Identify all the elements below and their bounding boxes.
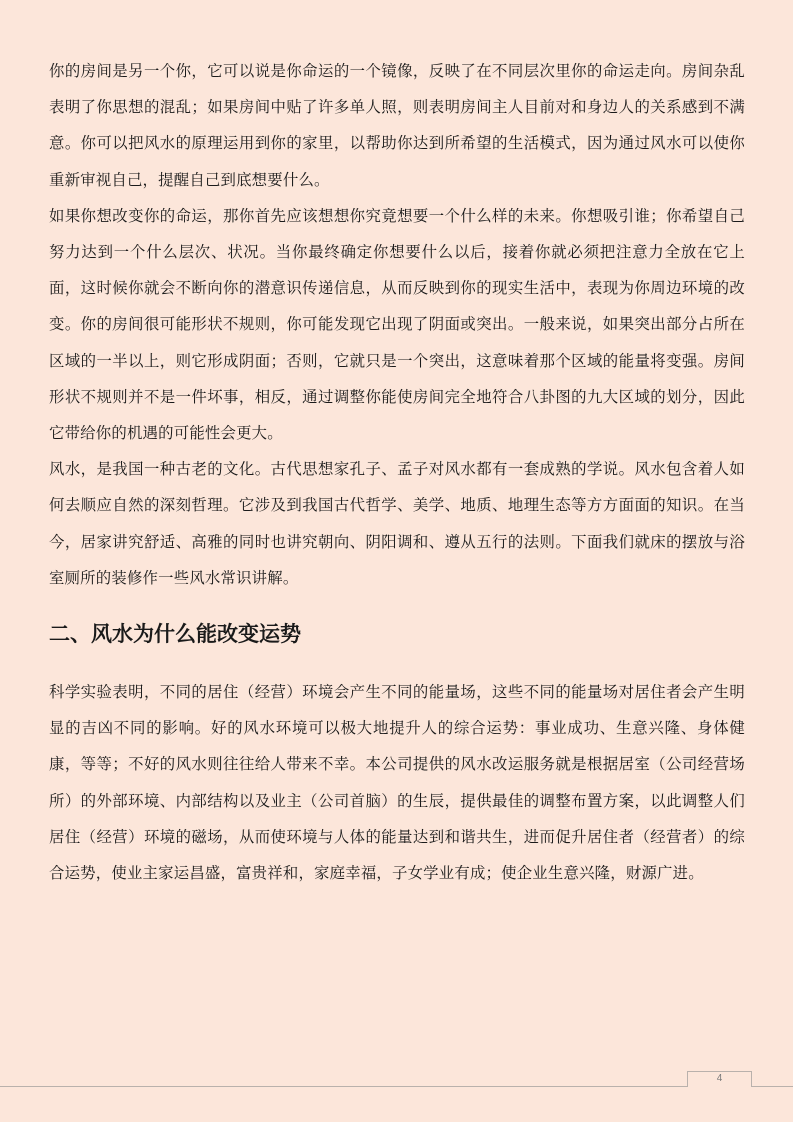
paragraph-scientific-experiment: 科学实验表明，不同的居住（经营）环境会产生不同的能量场，这些不同的能量场对居住者会产生明显的吉凶不同的影响。好的风水环境可以极大地提升人的综合运势：事业成功、生意兴隆、身体健康，等等；不好的风水则往往给人带来不幸。本公司提供的风水改运服务就是根据居室（公司经营场所）的外部环境、内部结构以及业主（公司首脑）的生辰，提供最佳的调整布置方案，以此调整人们居住（经营）环境的磁场，从而使环境与人体的能量达到和谐共生，进而促升居住者（经营者）的综合运势，使业主家运昌盛，富贵祥和，家庭幸福，子女学业有成；使企业生意兴隆，财源广进。: [49, 683, 745, 883]
paragraph-change-fate: 如果你想改变你的命运，那你首先应该想想你究竟想要一个什么样的未来。你想吸引谁；你希望自己努力达到一个什么层次、状况。当你最终确定你想要什么以后，接着你就必须把注意力全放在它上面，这时候你就会不断向你的潜意识传递信息，从而反映到你的现实生活中，表现为你周边环境的改变。你的房间很可能形状不规则，你可能发现它出现了阴面或突出。一般来说，如果突出部分占所在区域的一半以上，则它形成阴面；否则，它就只是一个突出，这意味着那个区域的能量将变强。房间形状不规则并不是一件坏事，相反，通过调整你能使房间完全地符合八卦图的九大区域的划分，因此它带给你的机遇的可能性会更大。: [49, 206, 745, 443]
paragraph-mirror-of-fate: 你的房间是另一个你，它可以说是你命运的一个镜像，反映了在不同层次里你的命运走向。房间杂乱表明了你思想的混乱；如果房间中贴了许多单人照，则表明房间主人目前对和身边人的关系感到不满意。你可以把风水的原理运用到你的家里，以帮助你达到所希望的生活模式，因为通过风水可以使你重新审视自己，提醒自己到底想要什么。: [49, 62, 745, 189]
page-number: 4: [716, 1073, 723, 1084]
page-number-box: [687, 1071, 752, 1087]
section-heading: 二、风水为什么能改变运势: [49, 622, 301, 647]
footer-divider: [0, 1086, 793, 1087]
paragraph-fengshui-culture: 风水，是我国一种古老的文化。古代思想家孔子、孟子对风水都有一套成熟的学说。风水包含着人如何去顺应自然的深刻哲理。它涉及到我国古代哲学、美学、地质、地理生态等方方面面的知识。在当今，居家讲究舒适、高雅的同时也讲究朝向、阴阳调和、遵从五行的法则。下面我们就床的摆放与浴室厕所的装修作一些风水常识讲解。: [49, 460, 745, 587]
document-body: [49, 53, 745, 891]
